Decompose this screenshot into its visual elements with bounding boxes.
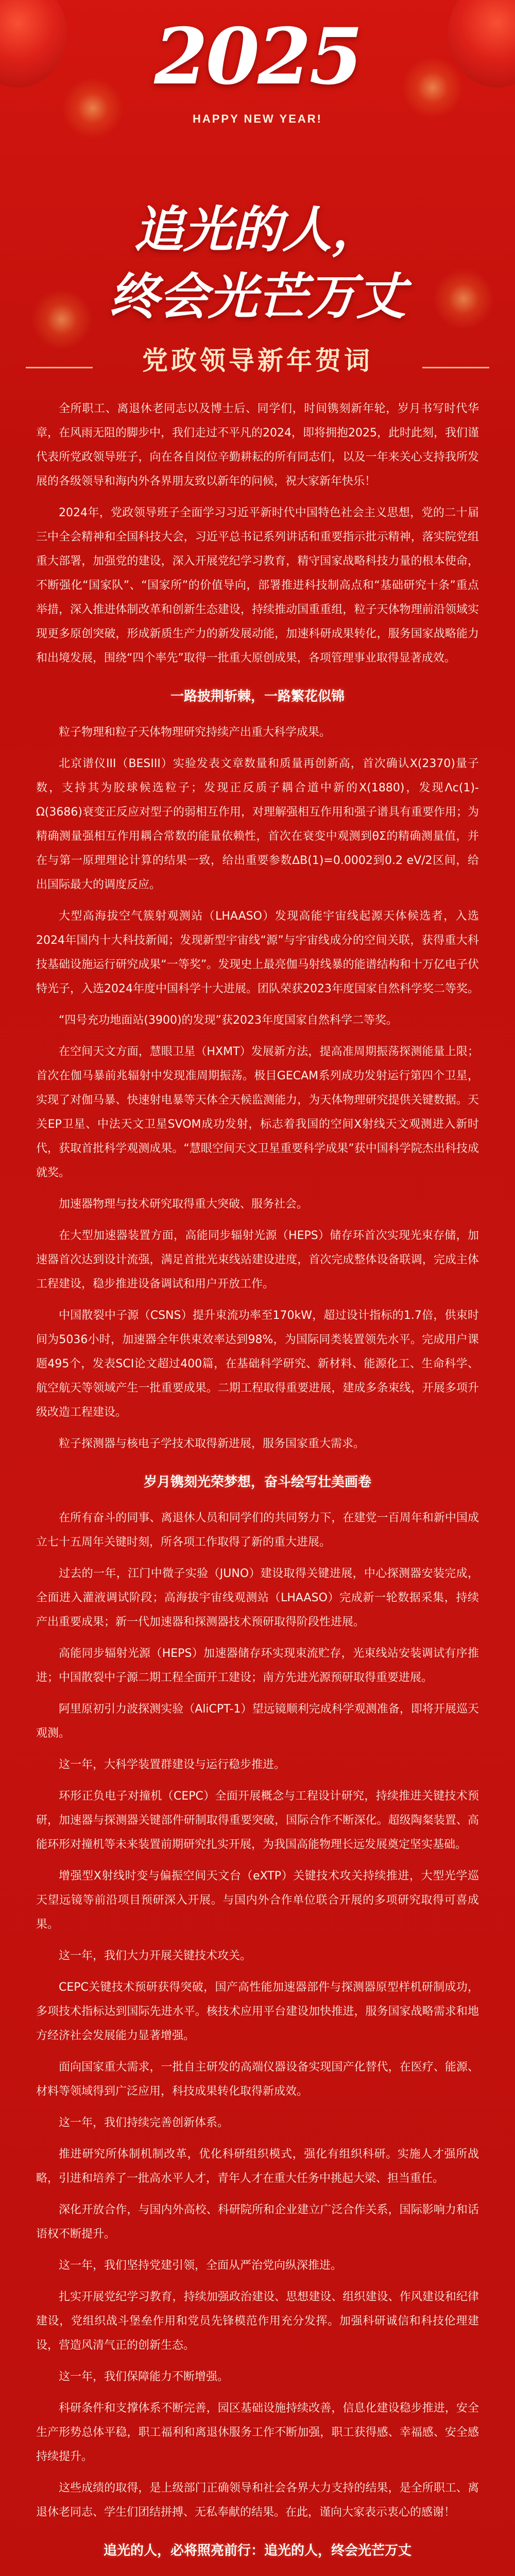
letter-paragraph: 粒子探测器与核电子学技术取得新进展，服务国家重大需求。 bbox=[59, 1437, 365, 1450]
letter-paragraph: 这一年，大科学装置群建设与运行稳步推进。 bbox=[59, 1758, 286, 1771]
letter-paragraph: 全所职工、离退休老同志以及博士后、同学们，时间镌刻新年轮，岁月书写时代华章，在风雨无阻的脚步中，我们走过不平凡的2024，即将拥抱2025，此时此刻，我们谨代表所党政领导班子，向在各自岗位辛勤耕耘的所有同志们，以及一年来关心支持我所发展的各级领导和海内外各界朋友致以新年的问候，祝大家新年快乐！ bbox=[36, 402, 479, 488]
letter-paragraph: 这一年，我们大力开展关键技术攻关。 bbox=[59, 1950, 252, 1962]
letter-paragraph: 大型高海拔空气簇射观测站（LHAASO）发现高能宇宙线起源天体候选者，入选2024年国内十大科技新闻；发现新型宇宙线“源”与宇宙线成分的空间关联，获得重大科技基础设施运行研究成果“一等奖”。发现史上最亮伽马射线暴的能谱结构和十万亿电子伏特光子，入选2024年度中国科学十大进展。团队荣获2023年度国家自然科学奖二等奖。 bbox=[36, 910, 479, 995]
letter-paragraph: 扎实开展党纪学习教育，持续加强政治建设、思想建设、组织建设、作风建设和纪律建设，党组织战斗堡垒作用和党员先锋模范作用充分发挥。加强科研诚信和科技伦理建设，营造风清气正的创新生态。 bbox=[36, 2291, 479, 2352]
section-title: 追光的人，必将照亮前行：追光的人，终会光芒万丈 bbox=[103, 2543, 411, 2558]
letter-body bbox=[36, 397, 479, 2576]
letter-paragraph: 2024年，党政领导班子全面学习习近平新时代中国特色社会主义思想，党的二十届三中全会精神和全国科技大会，习近平总书记系列讲话和重要指示批示精神，落实院党组重大部署，加强党的建设，深入开展党纪学习教育，精守国家战略科技力量的根本使命，不断强化“国家队”、“国家所”的价值导向，部署推进科技制高点和“基础研究十条”重点举措，深入推进体制改革和创新生态建设，持续推动国重重组，粒子天体物理前沿领域实现更多原创突破，形成新质生产力的新发展动能，加速科研成果转化，服务国家战略能力和出境发展，围绕“四个率先”取得一批重大原创成果，各项管理事业取得显著成效。 bbox=[36, 506, 479, 665]
letter-paragraph: 中国散裂中子源（CSNS）提升束流功率至170kW，超过设计指标的1.7倍，供束时间为5036小时，加速器全年供束效率达到98%，为国际同类装置领先水平。完成用户课题495个，发表SCI论文超过400篇，在基础科学研究、新材料、能源化工、生命科学、航空航天等领域产生一批重要成果。二期工程取得重要进展，建成多条束线，开展多项升级改造工程建设。 bbox=[36, 1309, 479, 1419]
title-line-1: 追光的人， bbox=[134, 200, 381, 259]
letter-paragraph: 这一年，我们保障能力不断增强。 bbox=[59, 2370, 229, 2383]
section-1-body bbox=[36, 720, 479, 1456]
letter-paragraph: CEPC关键技术预研获得突破，国产高性能加速器部件与探测器原型样机研制成功，多项技术指标达到国际先进水平。核技术应用平台建设加快推进，服务国家战略需求和地方经济社会发展能力显著增强。 bbox=[36, 1981, 479, 2042]
letter-paragraph: 这一年，我们坚持党建引领，全面从严治党向纵深推进。 bbox=[59, 2259, 342, 2272]
page-subtitle: 党政领导新年贺词 bbox=[142, 346, 373, 376]
letter-paragraph: 环形正负电子对撞机（CEPC）全面开展概念与工程设计研究，持续推进关键技术预研，加速器与探测器关键部件研制取得重要突破，国际合作不断深化。超级陶粲装置、高能环形对撞机等未来装置前期研究扎实开展，为我国高能物理长远发展奠定坚实基础。 bbox=[36, 1790, 479, 1851]
letter-paragraph: 高能同步辐射光源（HEPS）加速器储存环实现束流贮存，光束线站安装调试有序推进；中国散裂中子源二期工程全面开工建设；南方先进光源预研取得重要进展。 bbox=[36, 1647, 479, 1684]
letter-paragraph: 在空间天文方面，慧眼卫星（HXMT）发展新方法，提高准周期振荡探测能量上限；首次在伽马暴前兆辐射中发现准周期振荡。极目GECAM系列成功发射运行第四个卫星，实现了对伽马暴、快速射电暴等天体全天候监测能力，为天体物理研究提供关键数据。天关EP卫星、中法天文卫星SVOM成功发射，标志着我国的空间X射线天文观测进入新时代，获取首批科学观测成果。“慧眼空间天文卫星重要科学成果”获中国科学院杰出科技成就奖。 bbox=[36, 1045, 479, 1179]
letter-paragraph: “四号充功地面站(3900)的发现”获2023年度国家自然科学二等奖。 bbox=[59, 1014, 398, 1027]
letter-paragraph: 粒子物理和粒子天体物理研究持续产出重大科学成果。 bbox=[59, 726, 331, 739]
letter-paragraph: 阿里原初引力波探测实验（AliCPT-1）望远镜顺利完成科学观测准备，即将开展巡天观测。 bbox=[36, 1703, 479, 1740]
letter-paragraph: 加速器物理与技术研究取得重大突破、服务社会。 bbox=[59, 1198, 308, 1211]
letter-paragraph: 深化开放合作，与国内外高校、科研院所和企业建立广泛合作关系，国际影响力和话语权不断提升。 bbox=[36, 2204, 479, 2241]
year-heading: 2025 bbox=[154, 11, 361, 102]
section-title: 岁月镌刻光荣梦想，奋斗绘写壮美画卷 bbox=[143, 1475, 371, 1490]
letter-paragraph: 科研条件和支撑体系不断完善，园区基础设施持续改善，信息化建设稳步推进，安全生产形势总体平稳，职工福利和离退休服务工作不断加强，职工获得感、幸福感、安全感持续提升。 bbox=[36, 2402, 479, 2463]
letter-paragraph: 北京谱仪III（BESIII）实验发表文章数量和质量再创新高，首次确认X(2370)量子数，支持其为胶球候选粒子；发现正反质子耦合道中新的X(1880)，发现Λc(1)-Ω(3686)衰变正反应对型子的弱相互作用，对理解强相互作用和强子谱具有重要作用；为精确测量强相互作用耦合常数的能量依赖性，首次在衰变中观测到θΣ的精确测量值，并在与第一原理理论计算的结果一致，给出重要参数ΔB(1)=0.0002到0.2 eV/2区间，给出国际最大的调度反应。 bbox=[36, 757, 479, 891]
title-line-2: 终会光芒万丈 bbox=[109, 267, 406, 326]
letter-paragraph: 增强型X射线时变与偏振空间天文台（eXTP）关键技术攻关持续推进，大型光学巡天望远镜等前沿项目预研深入开展。与国内外合作单位联合开展的多项研究取得可喜成果。 bbox=[36, 1870, 479, 1931]
letter-paragraph: 这些成绩的取得，是上级部门正确领导和社会各界大力支持的结果，是全所职工、离退休老同志、学生们团结拼搏、无私奉献的结果。在此，谨向大家表示衷心的感谢！ bbox=[36, 2482, 479, 2519]
section-title: 一路披荆斩棘，一路繁花似锦 bbox=[170, 689, 345, 704]
letter-paragraph: 在大型加速器装置方面，高能同步辐射光源（HEPS）储存环首次实现光束存储，加速器首次达到设计流强，满足首批光束线站建设进度，首次完成整体设备联调，完成主体工程建设，稳步推进设备调试和用户开放工作。 bbox=[36, 1229, 479, 1291]
intro-section bbox=[36, 397, 479, 670]
letter-paragraph: 这一年，我们持续完善创新体系。 bbox=[59, 2116, 229, 2129]
letter-paragraph: 在所有奋斗的同事、离退休人员和同学们的共同努力下，在建党一百周年和新中国成立七十五周年关键时刻，所各项工作取得了新的重大进展。 bbox=[36, 1512, 479, 1549]
letter-paragraph: 面向国家重大需求，一批自主研发的高端仪器设备实现国产化替代，在医疗、能源、材料等领域得到广泛应用，科技成果转化取得新成效。 bbox=[36, 2061, 479, 2098]
happy-new-year-text: HAPPY NEW YEAR! bbox=[192, 112, 322, 125]
letter-paragraph: 过去的一年，江门中微子实验（JUNO）建设取得关键进展，中心探测器安装完成，全面进入灌液调试阶段；高海拔宇宙线观测站（LHAASO）完成新一轮数据采集，持续产出重要成果；新一代加速器和探测器技术预研取得阶段性进展。 bbox=[36, 1567, 479, 1629]
subtitle-divider bbox=[422, 367, 489, 368]
letter-paragraph: 推进研究所体制机制改革，优化科研组织模式，强化有组织科研。实施人才强所战略，引进和培养了一批高水平人才，青年人才在重大任务中挑起大梁、担当重任。 bbox=[36, 2148, 479, 2185]
section-2-body bbox=[36, 1506, 479, 2524]
